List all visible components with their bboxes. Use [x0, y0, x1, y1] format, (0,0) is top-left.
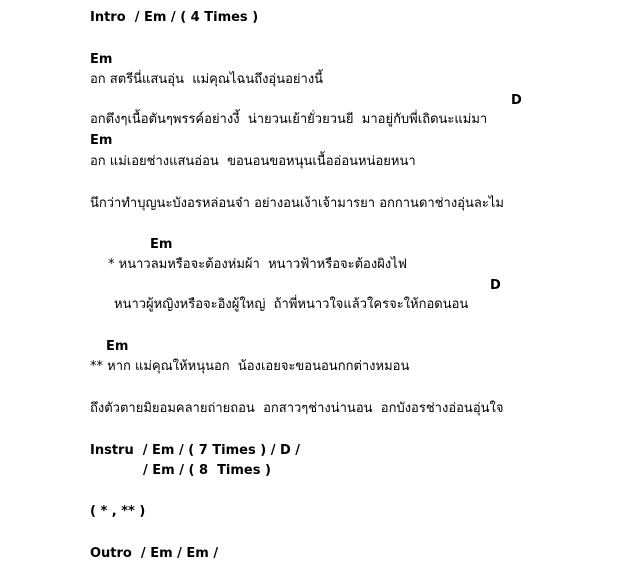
lyric-line: หนาวผู้หญิงหรือจะอิงผู้ใหญ่ ถ้าพี่หนาวใจแล้วใครจะให้กอดนอน — [114, 297, 469, 312]
lyric-line: * หนาวลมหรือจะต้องห่มผ้า หนาวฟ้าหรือจะต้องผิงไฟ — [108, 257, 407, 272]
lyric-line: นึกว่าทำบุญนะบังอรหล่อนจ๋า อย่างอนเง้าเจ้ามารยา อกกานดาช่างอุ่นละไม — [90, 196, 504, 211]
lyric-line: อกตึงๆเนื้อตันๆพรรค์อย่างงี้ น่ายวนเย้ายั่วยวนยี มาอยู่กับพี่เถิดนะแม่มา — [90, 112, 488, 127]
instru-line: / Em / ( 8 Times ) — [143, 463, 271, 478]
chord-label: Em — [90, 52, 113, 67]
intro-line: Intro / Em / ( 4 Times ) — [90, 10, 259, 25]
lyric-line: อก แม่เอยช่างแสนอ่อน ขอนอนขอหนุนเนื้ออ่อนหน่อยหนา — [90, 154, 416, 169]
instru-line: Instru / Em / ( 7 Times ) / D / — [90, 443, 301, 458]
lyric-line: ** หาก แม่คุณให้หนุนอก น้องเอยจะขอนอนกกต่างหมอน — [90, 359, 410, 374]
outro-line: Outro / Em / Em / — [90, 546, 219, 561]
chord-label: Em — [106, 339, 129, 354]
repeat-line: ( * , ** ) — [90, 504, 146, 519]
lyric-line: อก สตรีนี่แสนอุ่น แม่คุณไฉนถึงอุ่นอย่างนี้ — [90, 72, 324, 87]
chord-label: Em — [150, 237, 173, 252]
lyric-line: ถึงตัวตายมิยอมคลายถ่ายถอน อกสาวๆช่างน่านอน อกบังอรช่างอ่อนอุ่นใจ — [90, 401, 504, 416]
chord-label: D — [511, 93, 522, 108]
chord-label: Em — [90, 133, 113, 148]
chord-label: D — [490, 278, 501, 293]
